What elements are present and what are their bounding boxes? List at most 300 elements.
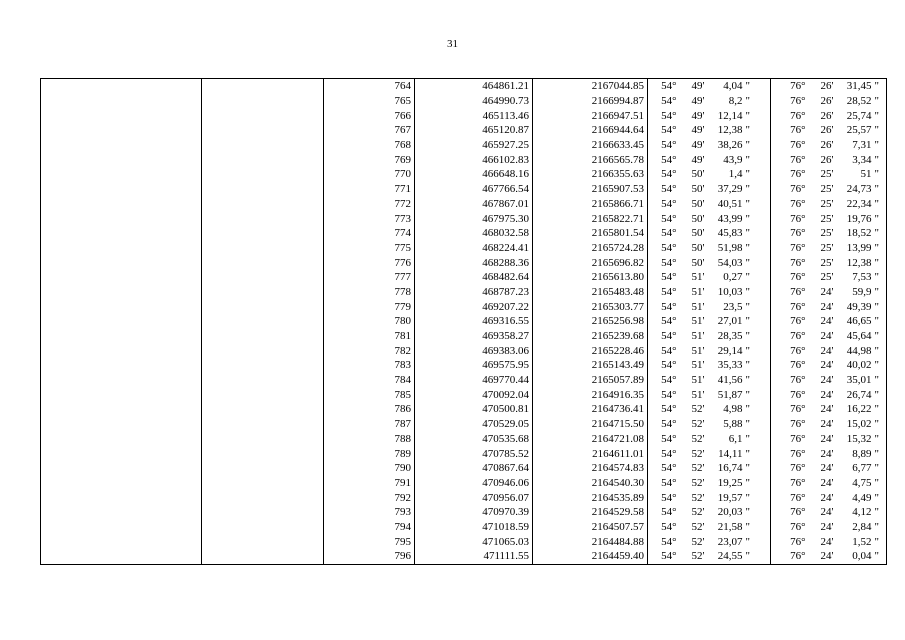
point-number: 783	[324, 358, 415, 373]
longitude-seconds-mark: "	[875, 314, 887, 329]
empty-cell	[41, 182, 202, 197]
x-coordinate: 465927.25	[415, 138, 533, 153]
latitude-minutes: 52'	[691, 535, 705, 548]
table-row	[41, 505, 887, 520]
longitude-degrees: 76°	[790, 95, 806, 108]
table-row	[41, 520, 887, 535]
latitude-seconds: 6,1	[728, 432, 743, 445]
longitude-minutes: 24'	[820, 447, 834, 460]
empty-cell	[202, 138, 324, 153]
y-coordinate: 2166633.45	[533, 138, 648, 153]
longitude-degrees: 76°	[790, 300, 806, 313]
point-number: 792	[324, 490, 415, 505]
longitude-seconds-mark: "	[875, 534, 887, 549]
longitude-seconds-mark: "	[875, 255, 887, 270]
longitude-degrees: 76°	[790, 212, 806, 225]
latitude-seconds: 24,55	[708, 549, 746, 564]
table-row	[41, 108, 887, 123]
point-number: 776	[324, 255, 415, 270]
longitude-seconds: 22,34	[846, 197, 872, 210]
empty-cell	[202, 226, 324, 241]
longitude-minutes: 24'	[820, 491, 834, 504]
latitude-minutes: 51'	[691, 374, 705, 387]
longitude-minutes: 26'	[809, 79, 837, 94]
latitude-minutes: 52'	[691, 520, 705, 533]
longitude-degrees: 76°	[790, 124, 806, 137]
latitude-minutes: 52'	[680, 549, 708, 564]
latitude-seconds: 19,25	[717, 476, 743, 489]
latitude-minutes: 50'	[691, 256, 705, 269]
longitude-degrees: 76°	[790, 330, 806, 343]
latitude-degrees: 54°	[661, 168, 677, 181]
longitude-degrees: 76°	[790, 285, 806, 298]
longitude-seconds-mark: "	[875, 520, 887, 535]
empty-cell	[202, 270, 324, 285]
point-number: 784	[324, 373, 415, 388]
table-row	[41, 358, 887, 373]
longitude-degrees: 76°	[790, 168, 806, 181]
point-number: 770	[324, 167, 415, 182]
latitude-seconds-mark: "	[746, 108, 771, 123]
point-number: 785	[324, 387, 415, 402]
latitude-degrees: 54°	[661, 300, 677, 313]
point-number: 791	[324, 476, 415, 491]
empty-cell	[41, 285, 202, 300]
table-row	[41, 446, 887, 461]
longitude-minutes: 24'	[820, 315, 834, 328]
latitude-seconds-mark: "	[746, 534, 771, 549]
latitude-seconds: 28,35	[717, 330, 743, 343]
y-coordinate: 2167044.85	[533, 79, 648, 94]
table-row	[41, 167, 887, 182]
latitude-seconds-mark: "	[746, 520, 771, 535]
x-coordinate: 464990.73	[415, 94, 533, 109]
table-row	[41, 314, 887, 329]
latitude-minutes: 50'	[691, 212, 705, 225]
y-coordinate: 2164715.50	[533, 417, 648, 432]
longitude-seconds: 31,45	[837, 79, 875, 94]
table-row	[41, 197, 887, 212]
longitude-minutes: 25'	[820, 241, 834, 254]
longitude-seconds-mark: "	[875, 94, 887, 109]
longitude-seconds: 15,02	[846, 418, 872, 431]
latitude-seconds-mark: "	[746, 226, 771, 241]
longitude-minutes: 25'	[820, 227, 834, 240]
longitude-degrees: 76°	[790, 359, 806, 372]
latitude-degrees: 54°	[661, 447, 677, 460]
y-coordinate: 2164535.89	[533, 490, 648, 505]
latitude-minutes: 52'	[691, 476, 705, 489]
longitude-seconds: 4,49	[852, 491, 872, 504]
latitude-seconds-mark: "	[746, 314, 771, 329]
latitude-degrees: 54°	[661, 227, 677, 240]
y-coordinate: 2165696.82	[533, 255, 648, 270]
y-coordinate: 2164916.35	[533, 387, 648, 402]
longitude-minutes: 24'	[820, 418, 834, 431]
latitude-minutes: 51'	[691, 300, 705, 313]
point-number: 795	[324, 534, 415, 549]
point-number: 765	[324, 94, 415, 109]
empty-cell	[202, 490, 324, 505]
page-number: 31	[447, 38, 458, 50]
longitude-seconds-mark: "	[875, 138, 887, 153]
longitude-seconds-mark: "	[875, 197, 887, 212]
longitude-seconds: 15,32	[846, 432, 872, 445]
latitude-minutes: 51'	[691, 359, 705, 372]
latitude-degrees: 54°	[661, 506, 677, 519]
longitude-degrees: 76°	[790, 183, 806, 196]
point-number: 772	[324, 197, 415, 212]
latitude-degrees: 54°	[661, 256, 677, 269]
longitude-seconds-mark: "	[875, 461, 887, 476]
empty-cell	[202, 255, 324, 270]
table-row	[41, 432, 887, 447]
latitude-seconds: 51,87	[717, 388, 743, 401]
latitude-seconds-mark: "	[746, 329, 771, 344]
empty-cell	[41, 299, 202, 314]
longitude-minutes: 25'	[820, 256, 834, 269]
latitude-minutes: 51'	[691, 344, 705, 357]
latitude-minutes: 49'	[691, 95, 705, 108]
longitude-seconds-mark: "	[875, 270, 887, 285]
latitude-minutes: 50'	[691, 168, 705, 181]
latitude-seconds: 19,57	[717, 491, 743, 504]
latitude-seconds-mark: "	[746, 299, 771, 314]
longitude-minutes: 24'	[820, 300, 834, 313]
latitude-seconds: 41,56	[717, 374, 743, 387]
latitude-minutes: 52'	[691, 447, 705, 460]
latitude-minutes: 52'	[691, 462, 705, 475]
longitude-degrees: 76°	[790, 109, 806, 122]
empty-cell	[202, 476, 324, 491]
latitude-seconds: 40,51	[717, 197, 743, 210]
table-row	[41, 94, 887, 109]
y-coordinate: 2166565.78	[533, 152, 648, 167]
longitude-seconds: 51	[860, 168, 872, 181]
empty-cell	[41, 197, 202, 212]
x-coordinate: 470956.07	[415, 490, 533, 505]
latitude-seconds: 4,04	[708, 79, 746, 94]
longitude-seconds: 40,02	[846, 359, 872, 372]
longitude-seconds-mark: "	[875, 402, 887, 417]
empty-cell	[41, 123, 202, 138]
longitude-seconds-mark: "	[875, 329, 887, 344]
longitude-seconds: 45,64	[846, 330, 872, 343]
empty-cell	[41, 446, 202, 461]
x-coordinate: 466102.83	[415, 152, 533, 167]
point-number: 768	[324, 138, 415, 153]
latitude-minutes: 49'	[691, 109, 705, 122]
longitude-minutes: 24'	[820, 388, 834, 401]
longitude-seconds: 35,01	[846, 374, 872, 387]
point-number: 794	[324, 520, 415, 535]
table-row	[41, 123, 887, 138]
longitude-minutes: 25'	[820, 271, 834, 284]
latitude-seconds-mark: "	[746, 255, 771, 270]
longitude-seconds-mark: "	[875, 285, 887, 300]
empty-cell	[41, 520, 202, 535]
empty-cell	[202, 123, 324, 138]
x-coordinate: 469770.44	[415, 373, 533, 388]
longitude-seconds: 6,77	[852, 462, 872, 475]
x-coordinate: 470529.05	[415, 417, 533, 432]
table-row	[41, 241, 887, 256]
latitude-seconds: 5,88	[723, 418, 743, 431]
latitude-seconds: 51,98	[717, 241, 743, 254]
empty-cell	[41, 432, 202, 447]
longitude-seconds: 12,38	[846, 256, 872, 269]
longitude-degrees: 76°	[790, 418, 806, 431]
longitude-minutes: 25'	[820, 212, 834, 225]
latitude-seconds: 43,99	[717, 212, 743, 225]
point-number: 775	[324, 241, 415, 256]
longitude-minutes: 24'	[820, 520, 834, 533]
latitude-seconds: 20,03	[717, 506, 743, 519]
point-number: 779	[324, 299, 415, 314]
latitude-seconds: 35,33	[717, 359, 743, 372]
latitude-minutes: 49'	[691, 139, 705, 152]
table-row	[41, 387, 887, 402]
longitude-seconds-mark: "	[875, 299, 887, 314]
latitude-seconds: 10,03	[717, 285, 743, 298]
latitude-minutes: 51'	[691, 285, 705, 298]
x-coordinate: 469358.27	[415, 329, 533, 344]
longitude-seconds: 26,74	[846, 388, 872, 401]
empty-cell	[41, 108, 202, 123]
longitude-seconds-mark: "	[875, 373, 887, 388]
longitude-seconds-mark: "	[875, 241, 887, 256]
latitude-degrees: 54°	[661, 462, 677, 475]
y-coordinate: 2165228.46	[533, 343, 648, 358]
longitude-seconds: 13,99	[846, 241, 872, 254]
longitude-seconds-mark: "	[875, 549, 887, 564]
longitude-seconds: 4,75	[852, 476, 872, 489]
latitude-seconds-mark: "	[746, 402, 771, 417]
latitude-seconds-mark: "	[746, 461, 771, 476]
longitude-degrees: 76°	[790, 153, 806, 166]
longitude-degrees: 76°	[790, 432, 806, 445]
x-coordinate: 465113.46	[415, 108, 533, 123]
longitude-seconds-mark: "	[875, 505, 887, 520]
table-row	[41, 476, 887, 491]
point-number: 789	[324, 446, 415, 461]
table-row	[41, 549, 887, 564]
empty-cell	[202, 549, 324, 564]
longitude-degrees: 76°	[790, 197, 806, 210]
longitude-minutes: 24'	[820, 374, 834, 387]
empty-cell	[202, 211, 324, 226]
longitude-degrees: 76°	[790, 462, 806, 475]
empty-cell	[41, 549, 202, 564]
empty-cell	[202, 343, 324, 358]
y-coordinate: 2164507.57	[533, 520, 648, 535]
latitude-minutes: 52'	[691, 418, 705, 431]
empty-cell	[41, 358, 202, 373]
longitude-degrees: 76°	[790, 388, 806, 401]
longitude-minutes: 25'	[820, 168, 834, 181]
longitude-seconds-mark: "	[875, 123, 887, 138]
latitude-degrees: 54°	[661, 139, 677, 152]
empty-cell	[41, 138, 202, 153]
longitude-seconds: 19,76	[846, 212, 872, 225]
y-coordinate: 2165866.71	[533, 197, 648, 212]
latitude-seconds: 4,98	[723, 403, 743, 416]
y-coordinate: 2165907.53	[533, 182, 648, 197]
latitude-minutes: 52'	[691, 506, 705, 519]
latitude-seconds: 12,38	[717, 124, 743, 137]
latitude-degrees: 54°	[661, 418, 677, 431]
empty-cell	[202, 314, 324, 329]
x-coordinate: 468288.36	[415, 255, 533, 270]
y-coordinate: 2165483.48	[533, 285, 648, 300]
longitude-degrees: 76°	[790, 403, 806, 416]
empty-cell	[41, 373, 202, 388]
latitude-degrees: 54°	[661, 197, 677, 210]
longitude-seconds: 7,31	[852, 139, 872, 152]
longitude-minutes: 26'	[820, 153, 834, 166]
longitude-seconds-mark: "	[875, 152, 887, 167]
longitude-seconds: 3,34	[852, 153, 872, 166]
point-number: 769	[324, 152, 415, 167]
y-coordinate: 2165057.89	[533, 373, 648, 388]
empty-cell	[202, 461, 324, 476]
empty-cell	[202, 505, 324, 520]
y-coordinate: 2165239.68	[533, 329, 648, 344]
longitude-degrees: 76°	[790, 241, 806, 254]
latitude-degrees: 54°	[661, 124, 677, 137]
empty-cell	[202, 402, 324, 417]
longitude-degrees: 76°	[771, 79, 809, 94]
longitude-minutes: 25'	[820, 197, 834, 210]
point-number: 778	[324, 285, 415, 300]
empty-cell	[202, 373, 324, 388]
longitude-degrees: 76°	[790, 139, 806, 152]
longitude-seconds: 28,52	[846, 95, 872, 108]
empty-cell	[41, 167, 202, 182]
longitude-degrees: 76°	[771, 549, 809, 564]
latitude-degrees: 54°	[661, 359, 677, 372]
y-coordinate: 2164736.41	[533, 402, 648, 417]
table-row	[41, 152, 887, 167]
longitude-minutes: 24'	[820, 359, 834, 372]
longitude-degrees: 76°	[790, 271, 806, 284]
empty-cell	[41, 329, 202, 344]
longitude-seconds-mark: "	[875, 490, 887, 505]
latitude-seconds-mark: "	[746, 387, 771, 402]
latitude-seconds: 37,29	[717, 183, 743, 196]
x-coordinate: 469207.22	[415, 299, 533, 314]
y-coordinate: 2166994.87	[533, 94, 648, 109]
latitude-degrees: 54°	[661, 388, 677, 401]
empty-cell	[41, 490, 202, 505]
longitude-minutes: 24'	[820, 462, 834, 475]
longitude-minutes: 24'	[820, 432, 834, 445]
latitude-degrees: 54°	[661, 212, 677, 225]
latitude-seconds-mark: "	[746, 446, 771, 461]
longitude-seconds-mark: "	[875, 182, 887, 197]
table-row	[41, 343, 887, 358]
latitude-degrees: 54°	[661, 95, 677, 108]
longitude-seconds: 49,39	[846, 300, 872, 313]
empty-cell	[202, 417, 324, 432]
latitude-degrees: 54°	[661, 271, 677, 284]
point-number: 786	[324, 402, 415, 417]
latitude-seconds-mark: "	[746, 79, 771, 94]
longitude-degrees: 76°	[790, 447, 806, 460]
latitude-seconds: 21,58	[717, 520, 743, 533]
longitude-seconds: 16,22	[846, 403, 872, 416]
x-coordinate: 468224.41	[415, 241, 533, 256]
longitude-seconds: 25,74	[846, 109, 872, 122]
empty-cell	[41, 94, 202, 109]
table-row	[41, 461, 887, 476]
empty-cell	[41, 79, 202, 94]
longitude-minutes: 24'	[820, 476, 834, 489]
latitude-seconds: 23,07	[717, 535, 743, 548]
latitude-seconds-mark: "	[746, 123, 771, 138]
latitude-degrees: 54°	[661, 330, 677, 343]
point-number: 787	[324, 417, 415, 432]
x-coordinate: 470867.64	[415, 461, 533, 476]
longitude-seconds-mark: "	[875, 358, 887, 373]
latitude-degrees: 54°	[661, 374, 677, 387]
empty-cell	[41, 402, 202, 417]
table-row	[41, 299, 887, 314]
latitude-seconds-mark: "	[746, 505, 771, 520]
point-number: 773	[324, 211, 415, 226]
table-row	[41, 373, 887, 388]
x-coordinate: 467766.54	[415, 182, 533, 197]
longitude-seconds: 44,98	[846, 344, 872, 357]
latitude-minutes: 51'	[691, 315, 705, 328]
latitude-degrees: 54°	[661, 432, 677, 445]
table-row	[41, 329, 887, 344]
empty-cell	[41, 476, 202, 491]
latitude-seconds-mark: "	[746, 373, 771, 388]
latitude-seconds: 0,27	[723, 271, 743, 284]
longitude-seconds: 24,73	[846, 183, 872, 196]
longitude-degrees: 76°	[790, 344, 806, 357]
longitude-degrees: 76°	[790, 491, 806, 504]
y-coordinate: 2164540.30	[533, 476, 648, 491]
empty-cell	[202, 446, 324, 461]
latitude-degrees: 54°	[648, 549, 680, 564]
latitude-degrees: 54°	[661, 153, 677, 166]
longitude-minutes: 26'	[820, 109, 834, 122]
longitude-minutes: 26'	[820, 139, 834, 152]
longitude-seconds: 59,9	[852, 285, 872, 298]
table-row	[41, 138, 887, 153]
latitude-seconds: 1,4	[728, 168, 743, 181]
latitude-seconds-mark: "	[746, 417, 771, 432]
y-coordinate: 2165822.71	[533, 211, 648, 226]
empty-cell	[41, 241, 202, 256]
latitude-seconds: 12,14	[717, 109, 743, 122]
y-coordinate: 2166947.51	[533, 108, 648, 123]
latitude-degrees: 54°	[648, 79, 680, 94]
point-number: 781	[324, 329, 415, 344]
longitude-seconds: 1,52	[852, 535, 872, 548]
point-number: 771	[324, 182, 415, 197]
y-coordinate: 2165801.54	[533, 226, 648, 241]
empty-cell	[202, 241, 324, 256]
latitude-seconds-mark: "	[746, 549, 771, 564]
point-number: 764	[324, 79, 415, 94]
table-row	[41, 182, 887, 197]
latitude-minutes: 52'	[691, 403, 705, 416]
latitude-seconds-mark: "	[746, 182, 771, 197]
longitude-seconds-mark: "	[875, 79, 887, 94]
